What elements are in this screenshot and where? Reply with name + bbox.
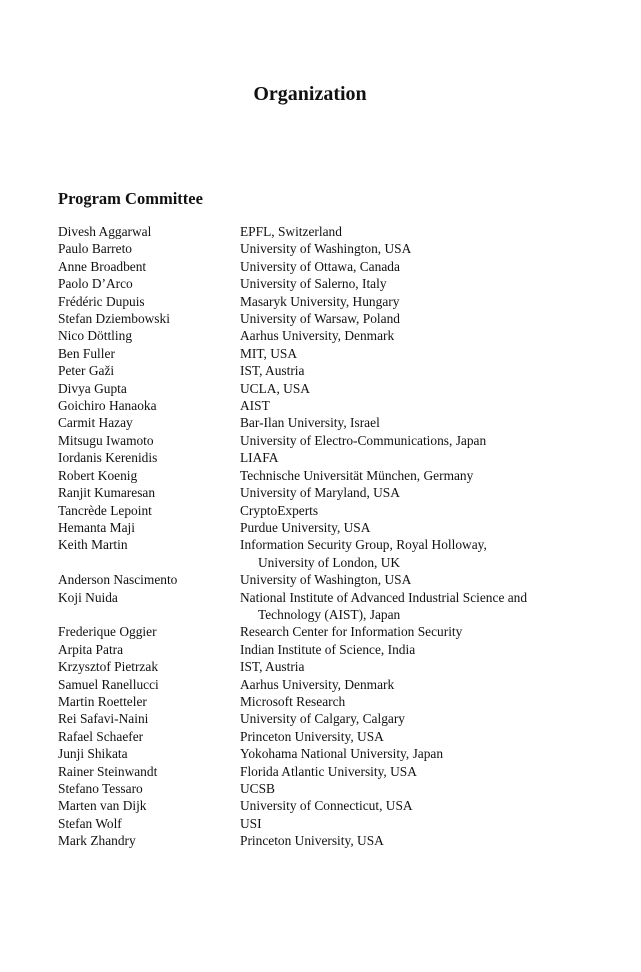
- member-affiliation: [240, 240, 578, 257]
- committee-member-row: [58, 780, 578, 797]
- affiliation-line: Microsoft Research: [240, 693, 346, 709]
- committee-member-row: [58, 467, 578, 484]
- committee-member-row: [58, 380, 578, 397]
- committee-member-row: [58, 797, 578, 814]
- affiliation-line: Indian Institute of Science, India: [240, 641, 416, 657]
- member-name: Mark Zhandry: [58, 833, 136, 849]
- member-affiliation: [240, 519, 578, 536]
- affiliation-line: University of London, UK: [258, 554, 401, 570]
- committee-member-row: [58, 275, 578, 292]
- member-affiliation: [240, 589, 578, 624]
- affiliation-line: University of Salerno, Italy: [240, 276, 387, 292]
- member-name: Krzysztof Pietrzak: [58, 659, 159, 675]
- affiliation-line: USI: [240, 815, 262, 831]
- member-name: Marten van Dijk: [58, 798, 147, 814]
- committee-member-row: [58, 571, 578, 588]
- affiliation-line: UCLA, USA: [240, 380, 310, 396]
- member-name: Junji Shikata: [58, 746, 128, 762]
- committee-member-row: [58, 432, 578, 449]
- committee-member-row: [58, 502, 578, 519]
- affiliation-line: University of Electro-Communications, Japan: [240, 432, 487, 448]
- committee-member-row: [58, 240, 578, 257]
- affiliation-line: IST, Austria: [240, 363, 305, 379]
- affiliation-line: Purdue University, USA: [240, 519, 371, 535]
- committee-member-row: [58, 484, 578, 501]
- committee-member-row: [58, 745, 578, 762]
- member-name: Ben Fuller: [58, 345, 115, 361]
- member-name: Goichiro Hanaoka: [58, 398, 157, 414]
- member-name: Stefan Dziembowski: [58, 311, 170, 327]
- affiliation-line: UCSB: [240, 781, 275, 796]
- member-affiliation: [240, 710, 578, 727]
- committee-member-row: [58, 832, 578, 849]
- member-name: Martin Roetteler: [58, 693, 147, 709]
- affiliation-line: Technology (AIST), Japan: [258, 606, 401, 622]
- committee-member-row: [58, 763, 578, 780]
- member-affiliation: [240, 693, 578, 710]
- member-name: Frederique Oggier: [58, 624, 157, 640]
- affiliation-line: Florida Atlantic University, USA: [240, 763, 417, 779]
- affiliation-line: Princeton University, USA: [240, 728, 384, 744]
- member-affiliation: [240, 258, 578, 275]
- committee-member-row: [58, 345, 578, 362]
- member-name: Rei Safavi-Naini: [58, 711, 149, 727]
- member-affiliation: [240, 345, 578, 362]
- member-name: Rainer Steinwandt: [58, 763, 158, 779]
- committee-member-row: [58, 327, 578, 344]
- member-affiliation: [240, 763, 578, 780]
- member-affiliation: [240, 414, 578, 431]
- member-affiliation: [240, 484, 578, 501]
- member-name: Divesh Aggarwal: [58, 224, 152, 239]
- committee-member-row: [58, 693, 578, 710]
- member-affiliation: [240, 293, 578, 310]
- member-affiliation: [240, 502, 578, 519]
- member-name: Mitsugu Iwamoto: [58, 432, 154, 448]
- member-affiliation: [240, 815, 578, 832]
- member-affiliation: [240, 832, 578, 849]
- member-affiliation: [240, 571, 578, 588]
- affiliation-line: AIST: [240, 398, 270, 414]
- committee-member-row: [58, 310, 578, 327]
- member-name: Ranjit Kumaresan: [58, 485, 156, 501]
- affiliation-line: Bar-Ilan University, Israel: [240, 415, 380, 431]
- program-committee-list: [58, 223, 578, 850]
- committee-member-row: [58, 397, 578, 414]
- member-affiliation: [240, 223, 578, 240]
- member-affiliation: [240, 676, 578, 693]
- member-name: Rafael Schaefer: [58, 728, 144, 744]
- section-heading-program-committee: Program Committee: [58, 189, 203, 208]
- member-affiliation: [240, 780, 578, 797]
- committee-member-row: [58, 293, 578, 310]
- affiliation-line: National Institute of Advanced Industrial Science and: [240, 589, 528, 605]
- member-name: Stefan Wolf: [58, 815, 122, 831]
- committee-member-row: [58, 728, 578, 745]
- member-affiliation: [240, 432, 578, 449]
- member-name: Peter Gaži: [58, 363, 115, 379]
- committee-member-row: [58, 536, 578, 571]
- member-name: Paulo Barreto: [58, 241, 133, 257]
- member-name: Hemanta Maji: [58, 519, 135, 535]
- committee-member-row: [58, 258, 578, 275]
- committee-member-row: [58, 449, 578, 466]
- member-name: Keith Martin: [58, 537, 128, 553]
- committee-member-row: [58, 362, 578, 379]
- member-name: Carmit Hazay: [58, 415, 133, 431]
- affiliation-line: University of Warsaw, Poland: [240, 311, 400, 327]
- affiliation-line: Technische Universität München, Germany: [240, 467, 474, 483]
- affiliation-line: Yokohama National University, Japan: [240, 746, 444, 762]
- member-name: Koji Nuida: [58, 589, 118, 605]
- member-affiliation: [240, 745, 578, 762]
- member-affiliation: [240, 362, 578, 379]
- affiliation-line: IST, Austria: [240, 659, 305, 675]
- affiliation-line: EPFL, Switzerland: [240, 224, 342, 239]
- affiliation-line: Research Center for Information Security: [240, 624, 463, 640]
- affiliation-line: University of Calgary, Calgary: [240, 711, 405, 727]
- committee-member-row: [58, 414, 578, 431]
- member-name: Robert Koenig: [58, 467, 138, 483]
- member-affiliation: [240, 641, 578, 658]
- committee-member-row: [58, 223, 578, 240]
- affiliation-line: University of Washington, USA: [240, 241, 412, 257]
- affiliation-line: University of Maryland, USA: [240, 485, 400, 501]
- member-name: Stefano Tessaro: [58, 781, 143, 796]
- member-affiliation: [240, 467, 578, 484]
- member-name: Frédéric Dupuis: [58, 293, 145, 309]
- committee-member-row: [58, 658, 578, 675]
- member-name: Anderson Nascimento: [58, 572, 178, 588]
- affiliation-line: University of Washington, USA: [240, 572, 412, 588]
- affiliation-line: Masaryk University, Hungary: [240, 293, 400, 309]
- committee-member-row: [58, 676, 578, 693]
- member-affiliation: [240, 380, 578, 397]
- affiliation-line: University of Ottawa, Canada: [240, 258, 400, 274]
- affiliation-line: Aarhus University, Denmark: [240, 676, 395, 692]
- member-affiliation: [240, 397, 578, 414]
- committee-member-row: [58, 589, 578, 624]
- member-name: Samuel Ranellucci: [58, 676, 159, 692]
- committee-member-row: [58, 815, 578, 832]
- affiliation-line: LIAFA: [240, 450, 279, 466]
- member-affiliation: [240, 275, 578, 292]
- member-name: Iordanis Kerenidis: [58, 450, 158, 466]
- member-affiliation: [240, 449, 578, 466]
- member-affiliation: [240, 728, 578, 745]
- affiliation-line: CryptoExperts: [240, 502, 319, 518]
- member-affiliation: [240, 658, 578, 675]
- affiliation-line: University of Connecticut, USA: [240, 798, 413, 814]
- affiliation-line: Information Security Group, Royal Holloway,: [240, 537, 487, 553]
- committee-member-row: [58, 710, 578, 727]
- member-affiliation: [240, 623, 578, 640]
- committee-member-row: [58, 623, 578, 640]
- affiliation-line: Aarhus University, Denmark: [240, 328, 395, 344]
- member-affiliation: [240, 310, 578, 327]
- member-name: Divya Gupta: [58, 380, 127, 396]
- affiliation-line: MIT, USA: [240, 345, 298, 361]
- member-name: Anne Broadbent: [58, 258, 147, 274]
- member-affiliation: [240, 536, 578, 571]
- committee-member-row: [58, 641, 578, 658]
- member-name: Tancrède Lepoint: [58, 502, 152, 518]
- member-affiliation: [240, 327, 578, 344]
- page-title: Organization: [253, 83, 367, 105]
- member-name: Nico Döttling: [58, 328, 133, 344]
- affiliation-line: Princeton University, USA: [240, 833, 384, 849]
- member-name: Paolo D’Arco: [58, 276, 133, 292]
- member-affiliation: [240, 797, 578, 814]
- member-name: Arpita Patra: [58, 641, 124, 657]
- committee-member-row: [58, 519, 578, 536]
